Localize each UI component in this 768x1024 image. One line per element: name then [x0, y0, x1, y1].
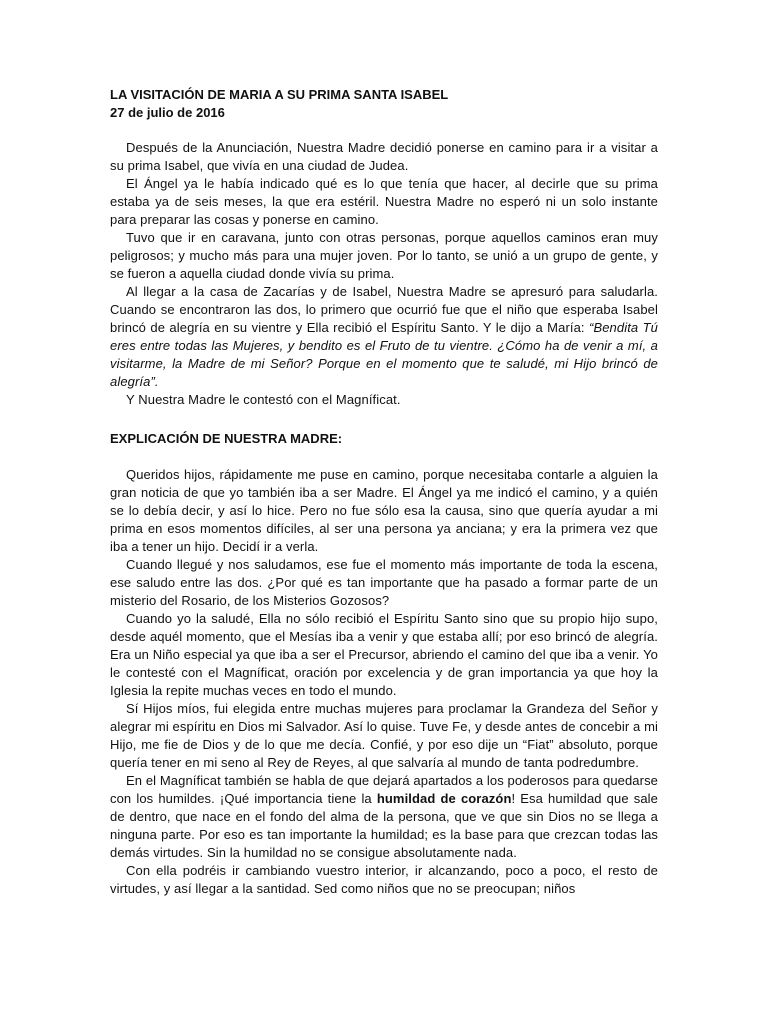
- narrative-paragraph-with-quote: [110, 283, 658, 391]
- section-heading: EXPLICACIÓN DE NUESTRA MADRE:: [110, 431, 343, 446]
- explanation-text: En el Magníficat también se habla de que dejará apartados a los poderosos para quedarse con los humildes. ¡Qué importancia tiene la: [110, 773, 658, 806]
- explanation-paragraph-with-emphasis: [110, 772, 658, 862]
- explanation-paragraph: Queridos hijos, rápidamente me puse en camino, porque necesitaba contarle a alguien la gran noticia de que yo también iba a ser Madre. El Ángel ya me indicó el camino, y a quién se lo debía decir, y así lo hice. Pero no fue sólo esa la causa, sino que quería ayudar a mi prima en esos momentos difíciles, al ser una persona ya anciana; y era la primera vez que iba a tener un hijo. Decidí ir a verla.: [110, 467, 658, 554]
- explanation-paragraph: Cuando yo la saludé, Ella no sólo recibió el Espíritu Santo sino que su propio hijo supo, desde aquél momento, que el Mesías iba a venir y que estaba allí; por eso brincó de alegría. Era un Niño especial ya que iba a ser el Precursor, abriendo el camino del que iba a venir. Yo le contesté con el Magníficat, oración por excelencia y de gran importancia ya que hoy la Iglesia la repite muchas veces en todo el mundo.: [110, 611, 658, 698]
- document-date: 27 de julio de 2016: [110, 105, 225, 120]
- narrative-paragraph: Y Nuestra Madre le contestó con el Magníficat.: [126, 392, 401, 407]
- narrative-paragraph: El Ángel ya le había indicado qué es lo que tenía que hacer, al decirle que su prima estaba ya de seis meses, la que era estéril. Nuestra Madre no esperó ni un solo instante para preparar las cosas y ponerse en camino.: [110, 176, 658, 227]
- explanation-paragraph: Cuando llegué y nos saludamos, ese fue el momento más importante de toda la escena, ese saludo entre las dos. ¿Por qué es tan importante que ha pasado a formar parte de un misterio del Rosario, de los Misterios Gozosos?: [110, 557, 658, 608]
- explanation-text: ! Esa humildad que sale de dentro, que nace en el fondo del alma de la persona, que ve que sin Dios no se llega a ninguna parte. Por eso es tan importante la humildad; es la base para que crezcan todas las demás virtudes. Sin la humildad no se consigue absolutamente nada.: [110, 791, 658, 860]
- emphasis-text: humildad de corazón: [376, 791, 512, 806]
- narrative-text: Al llegar a la casa de Zacarías y de Isabel, Nuestra Madre se apresuró para saludarla. Cuando se encontraron las dos, lo primero que ocurrió fue que el niño que esperaba Isabel brincó de alegría en su vientre y Ella recibió el Espíritu Santo. Y le dijo a María:: [110, 284, 658, 335]
- document-title: LA VISITACIÓN DE MARIA A SU PRIMA SANTA ISABEL: [110, 87, 449, 102]
- narrative-paragraph: Tuvo que ir en caravana, junto con otras personas, porque aquellos caminos eran muy peligrosos; y mucho más para una mujer joven. Por lo tanto, se unió a un grupo de gente, y se fueron a aquella ciudad donde vivía su prima.: [110, 230, 658, 281]
- explanation-paragraph: Con ella podréis ir cambiando vuestro interior, ir alcanzando, poco a poco, el resto de virtudes, y así llegar a la santidad. Sed como niños que no se preocupan; niños: [110, 863, 658, 896]
- explanation-paragraph: Sí Hijos míos, fui elegida entre muchas mujeres para proclamar la Grandeza del Señor y alegrar mi espíritu en Dios mi Salvador. Así lo quise. Tuve Fe, y desde antes de concebir a mi Hijo, me fie de Dios y de lo que me decía. Confié, y por eso dije un “Fiat” absoluto, porque quería tener en mi seno al Rey de Reyes, al que salvaría al mundo de tanta podredumbre.: [110, 701, 658, 770]
- quote-text: “Bendita Tú eres entre todas las Mujeres, y bendito es el Fruto de tu vientre. ¿Cómo ha de venir a mí, a visitarme, la Madre de mi Señor? Porque en el momento que te saludé, mi Hijo brincó de alegría”.: [110, 320, 658, 389]
- narrative-paragraph: Después de la Anunciación, Nuestra Madre decidió ponerse en camino para ir a visitar a su prima Isabel, que vivía en una ciudad de Judea.: [110, 140, 658, 173]
